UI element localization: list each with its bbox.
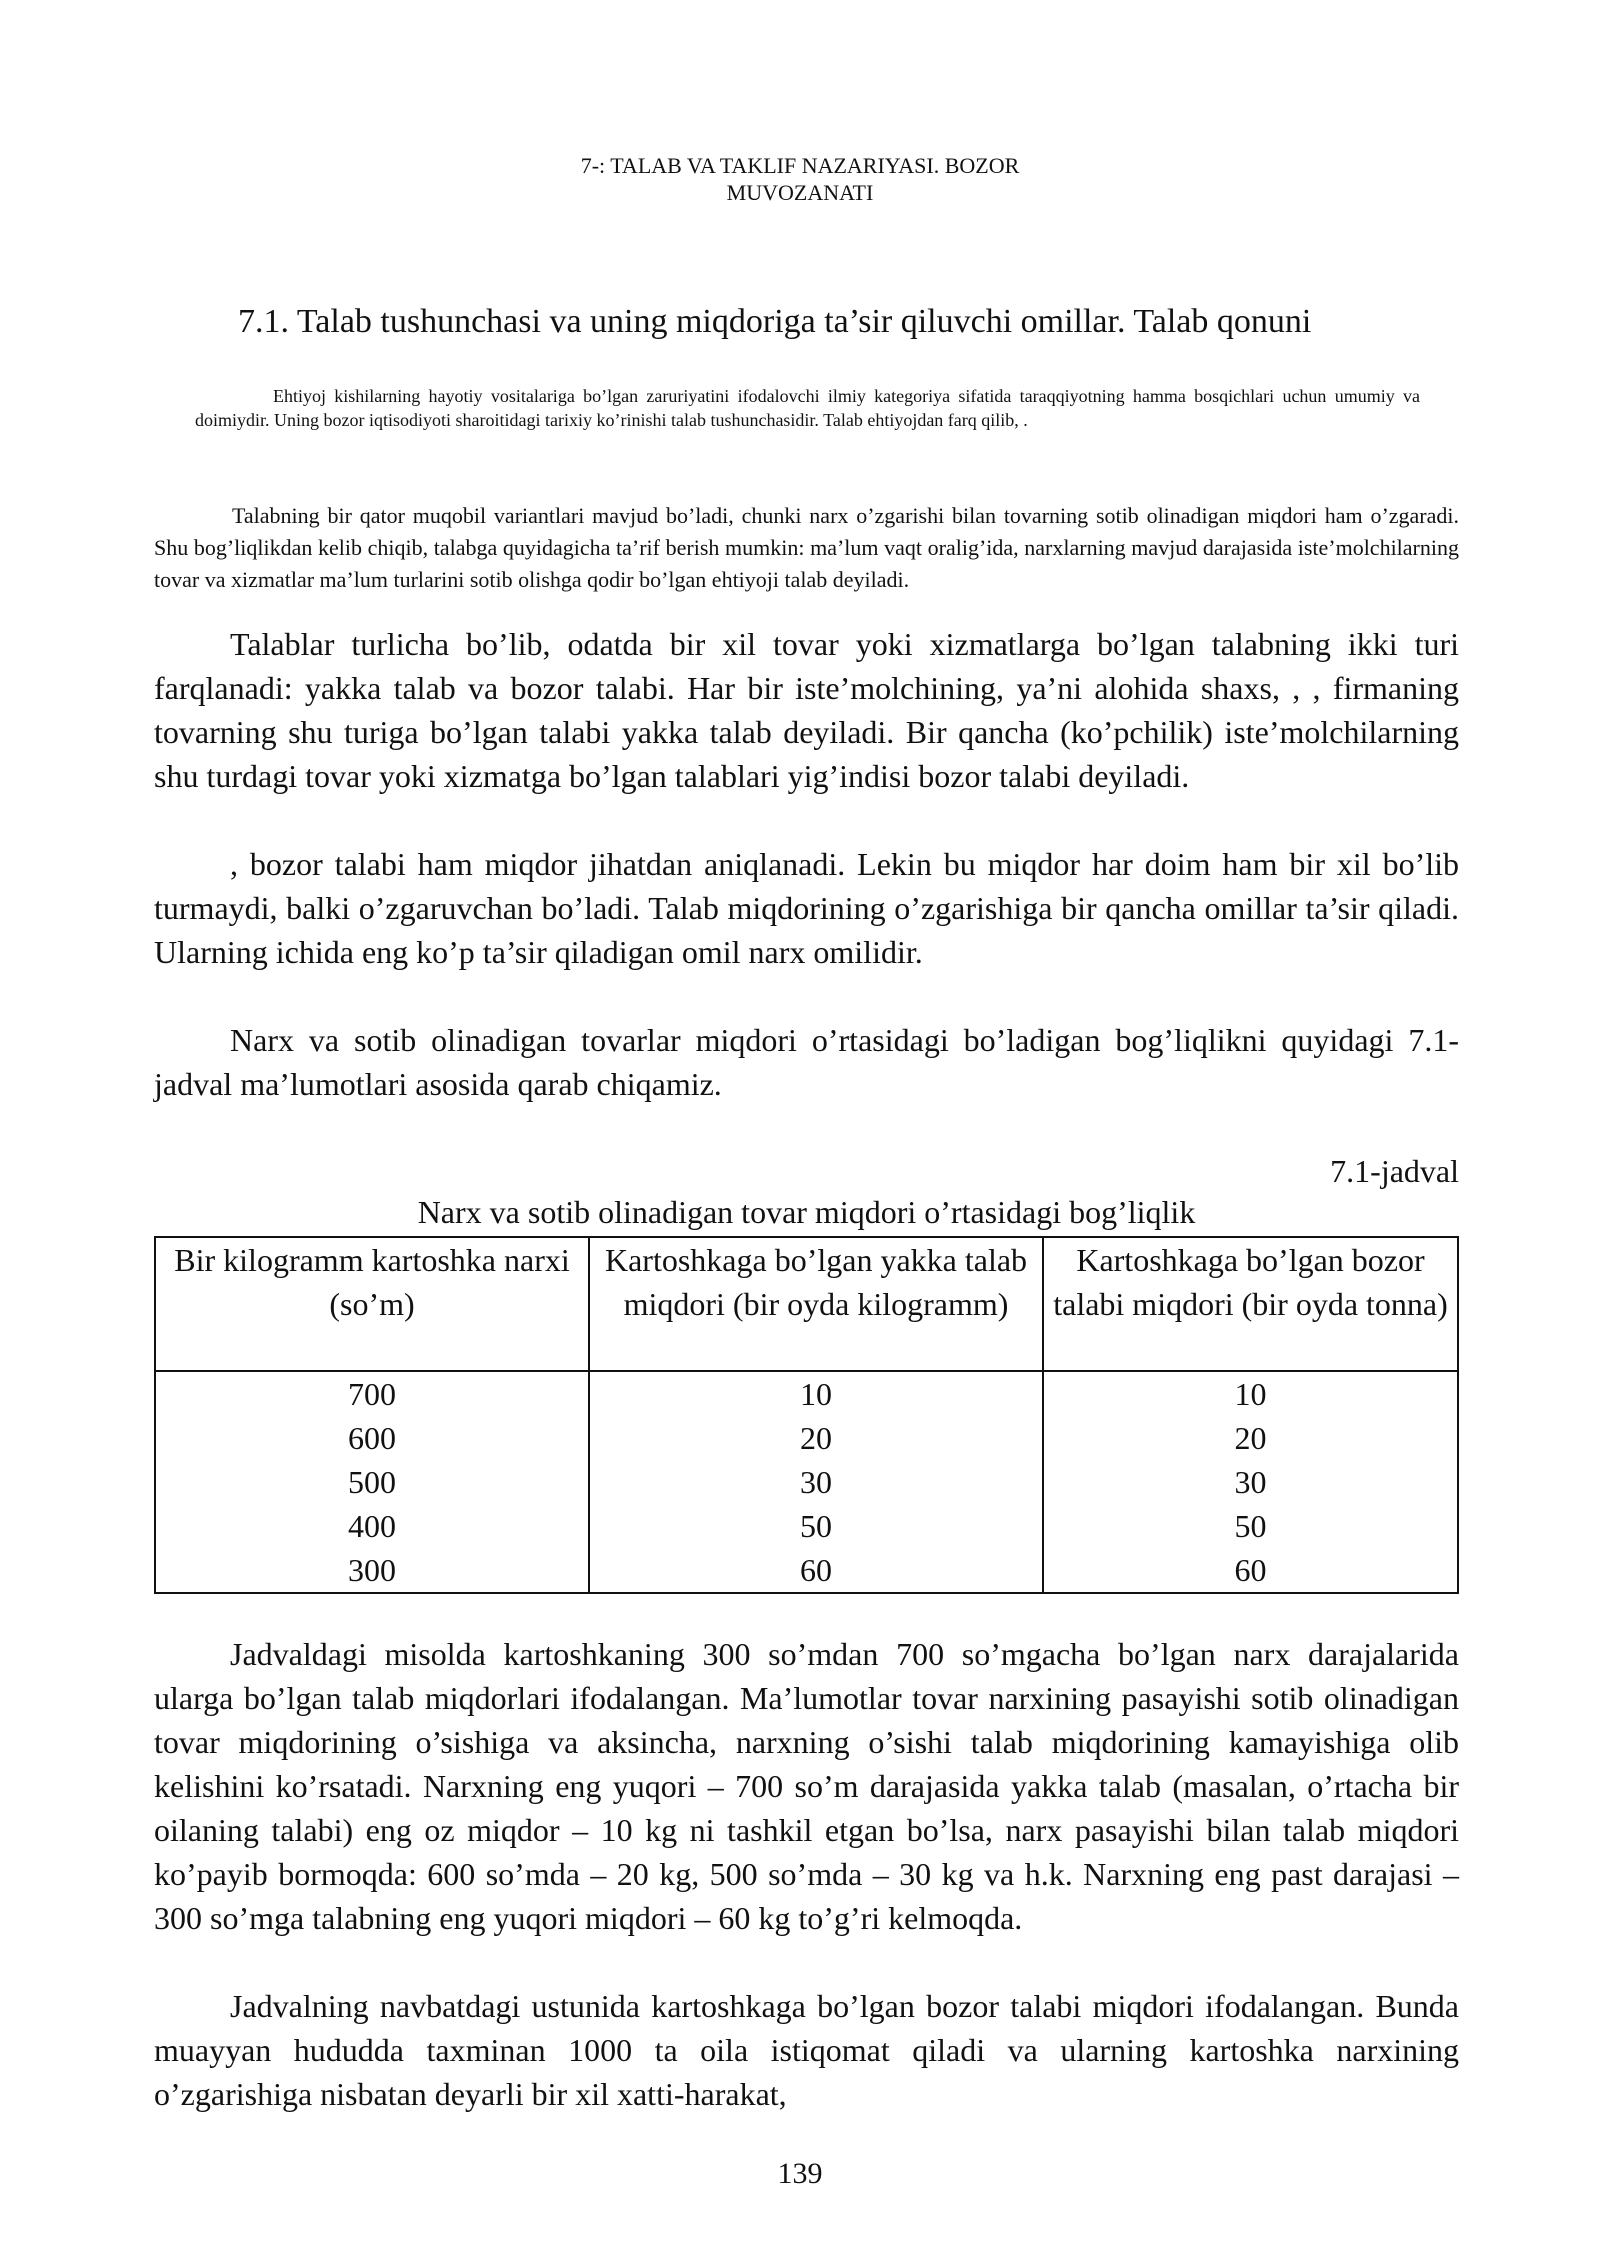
cell-price: 600 (155, 1416, 589, 1460)
definition-paragraph: Talabning bir qator muqobil variantlari mavjud bo’ladi, chunki narx o’zgarishi bilan tovarning sotib olinadigan miqdori ham o’zgaradi. Shu bog’liqlikdan kelib chiqib, talabga quyidagicha ta’rif berish mumkin: ma’lum vaqt oralig’ida, narxlarning mavjud darajasida iste’molchilarning tovar va xizmatlar ma’lum turlarini sotib olishga qodir bo’lgan ehtiyoji talab deyiladi. (154, 503, 1459, 592)
table-intro-paragraph: Narx va sotib olinadigan tovarlar miqdori o’rtasidagi bo’ladigan bog’liqlikni quyidagi 7.1-jadval ma’lumotlari asosida qarab chiqamiz. (154, 1022, 1459, 1102)
demand-types-paragraph: Talablar turlicha bo’lib, odatda bir xil tovar yoki xizmatlarga bo’lgan talabning ikki turi farqlanadi: yakka talab va bozor talabi. Har bir iste’molchining, ya’ni alohida shaxs, , , firmaning tovarning shu turiga bo’lgan talabi yakka talab deyiladi. Bir qancha (ko’pchilik) iste’molchilarning shu turdagi tovar yoki xizmatga bo’lgan talablari yig’indisi bozor talabi deyiladi. (154, 626, 1459, 794)
cell-market-demand: 10 (1043, 1371, 1458, 1416)
running-header-line-2: MUVOZANATI (726, 180, 874, 205)
header-price: Bir kilogramm kartoshka narxi (so’m) (155, 1237, 589, 1371)
header-individual-demand: Kartoshkaga bo’lgan yakka talab miqdori (bir oyda kilogramm) (589, 1237, 1043, 1371)
table-row (155, 1460, 1458, 1504)
running-header (0, 152, 1600, 206)
cell-individual-demand: 20 (589, 1416, 1043, 1460)
page-number: 139 (777, 2157, 823, 2190)
running-header-line-1: 7-: TALAB VA TAKLIF NAZARIYASI. BOZOR (580, 153, 1020, 178)
intro-paragraph: Ehtiyoj kishilarning hayotiy vositalariga bo’lgan zaruriyatini ifodalovchi ilmiy kategoriya sifatida taraqqiyotning hamma bosqichlari uchun umumiy va doimiydir. Uning bozor iqtisodiyoti sharoitidagi tarixiy ko’rinishi talab tushunchasidir. Talab ehtiyojdan farq qilib, . (195, 386, 1420, 430)
table-row (155, 1548, 1458, 1593)
cell-individual-demand: 60 (589, 1548, 1043, 1593)
cell-price: 700 (155, 1371, 589, 1416)
cell-individual-demand: 30 (589, 1460, 1043, 1504)
cell-market-demand: 20 (1043, 1416, 1458, 1460)
market-column-paragraph: Jadvalning navbatdagi ustunida kartoshkaga bo’lgan bozor talabi miqdori ifodalangan. Bunda muayyan hududda taxminan 1000 ta oila istiqomat qiladi va ularning kartoshka narxining o’zgarishiga nisbatan deyarli bir xil xatti-harakat, (154, 1988, 1459, 2112)
table-caption: Narx va sotib olinadigan tovar miqdori o’rtasidagi bog’liqlik (417, 1194, 1196, 1230)
cell-market-demand: 60 (1043, 1548, 1458, 1593)
table-header-row (155, 1237, 1458, 1371)
cell-price: 300 (155, 1548, 589, 1593)
cell-price: 500 (155, 1460, 589, 1504)
cell-market-demand: 30 (1043, 1460, 1458, 1504)
table-row (155, 1371, 1458, 1416)
table-row (155, 1416, 1458, 1460)
table-label: 7.1-jadval (1330, 1153, 1459, 1189)
cell-individual-demand: 50 (589, 1504, 1043, 1548)
market-demand-paragraph: , bozor talabi ham miqdor jihatdan aniqlanadi. Lekin bu miqdor har doim ham bir xil bo’lib turmaydi, balki o’zgaruvchan bo’ladi. Talab miqdorining o’zgarishiga bir qancha omillar ta’sir qiladi. Ularning ichida eng ko’p ta’sir qiladigan omil narx omilidir. (154, 846, 1459, 970)
cell-price: 400 (155, 1504, 589, 1548)
table-row (155, 1504, 1458, 1548)
price-demand-table (154, 1236, 1459, 1594)
cell-individual-demand: 10 (589, 1371, 1043, 1416)
section-title: 7.1. Talab tushunchasi va uning miqdoriga ta’sir qiluvchi omillar. Talab qonuni (238, 303, 1312, 340)
table-analysis-paragraph: Jadvaldagi misolda kartoshkaning 300 so’mdan 700 so’mgacha bo’lgan narx darajalarida ularga bo’lgan talab miqdorlari ifodalangan. Ma’lumotlar tovar narxining pasayishi sotib olinadigan tovar miqdorining o’sishiga va aksincha, narxning o’sishi talab miqdorining kamayishiga olib kelishini ko’rsatadi. Narxning eng yuqori – 700 so’m darajasida yakka talab (masalan, o’rtacha bir oilaning talabi) eng oz miqdor – 10 kg ni tashkil etgan bo’lsa, narx pasayishi bilan talab miqdori ko’payib bormoqda: 600 so’mda – 20 kg, 500 so’mda – 30 kg va h.k. Narxning eng past darajasi – 300 so’mga talabning eng yuqori miqdori – 60 kg to’g’ri kelmoqda. (154, 1636, 1459, 1936)
header-market-demand: Kartoshkaga bo’lgan bozor talabi miqdori (bir oyda tonna) (1043, 1237, 1458, 1371)
cell-market-demand: 50 (1043, 1504, 1458, 1548)
